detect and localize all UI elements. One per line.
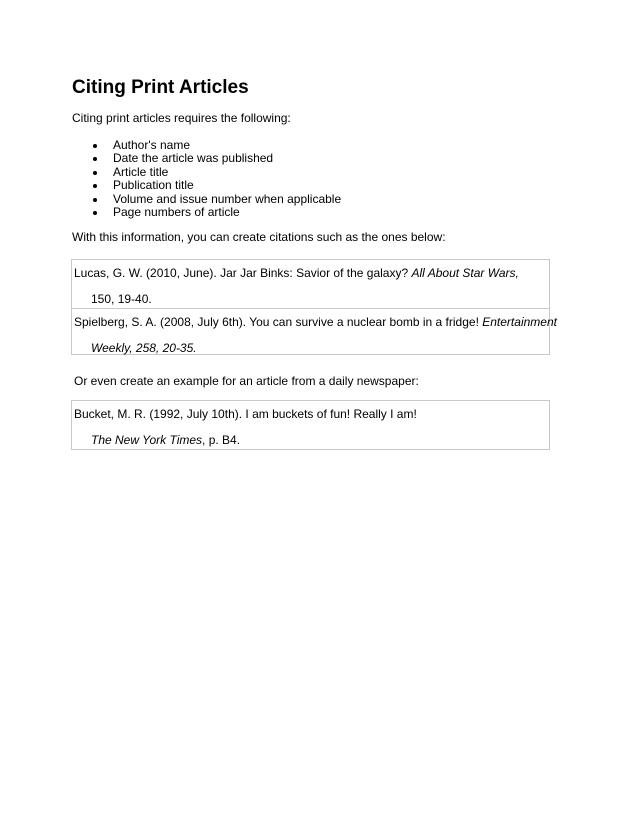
citation-text: , p. B4.	[202, 433, 241, 447]
citation-cell-bucket	[72, 401, 549, 449]
list-item-text: Page numbers of article	[113, 204, 240, 219]
list-item-text: Article title	[113, 164, 169, 179]
list-item	[72, 206, 341, 219]
citation-text: 150, 19-40.	[91, 292, 152, 306]
list-item-text: Volume and issue number when applicable	[113, 191, 342, 206]
citation-text: Lucas, G. W. (2010, June). Jar Jar Binks: Savior of the galaxy?	[74, 266, 412, 280]
citation-text: Spielberg, S. A. (2008, July 6th). You can survive a nuclear bomb in a fridge!	[74, 315, 483, 329]
examples-intro-text: With this information, you can create citations such as the ones below:	[72, 230, 446, 244]
citation-italic-text: Entertainment	[482, 315, 557, 329]
bullet-icon	[93, 198, 97, 202]
citation-cell-spielberg	[72, 308, 557, 355]
citation-text: Bucket, M. R. (1992, July 10th). I am buckets of fun! Really I am!	[74, 407, 417, 421]
citation-italic-text: All About Star Wars,	[411, 266, 519, 280]
bullet-icon	[93, 157, 97, 161]
citation-line-2	[91, 341, 197, 355]
citation-examples-table	[71, 259, 557, 355]
newspaper-intro-text: Or even create an example for an article from a daily newspaper:	[74, 374, 419, 388]
list-item	[72, 166, 341, 179]
citation-line-1	[74, 407, 417, 421]
bullet-icon	[93, 211, 97, 215]
list-item	[72, 179, 341, 192]
intro-text: Citing print articles requires the following:	[72, 111, 291, 125]
list-item	[72, 139, 341, 152]
bullet-icon	[93, 171, 97, 175]
bullet-icon	[93, 184, 97, 188]
page-title: Citing Print Articles	[72, 77, 249, 98]
list-item-text: Date the article was published	[113, 151, 274, 166]
list-item-text: Publication title	[113, 178, 194, 193]
citation-line-2	[91, 433, 240, 447]
citation-line-1	[74, 266, 519, 280]
citation-line-1	[74, 315, 557, 329]
citation-italic-text: The New York Times	[91, 433, 203, 447]
list-item	[72, 193, 341, 206]
citation-cell-lucas	[72, 260, 549, 308]
newspaper-citation-table	[71, 400, 550, 450]
bullet-icon	[93, 144, 97, 148]
citation-line-2	[91, 292, 152, 306]
list-item	[72, 152, 341, 165]
requirements-list	[72, 139, 341, 219]
citation-italic-text: Weekly, 258, 20-35.	[91, 341, 197, 355]
list-item-text: Author's name	[113, 138, 190, 152]
